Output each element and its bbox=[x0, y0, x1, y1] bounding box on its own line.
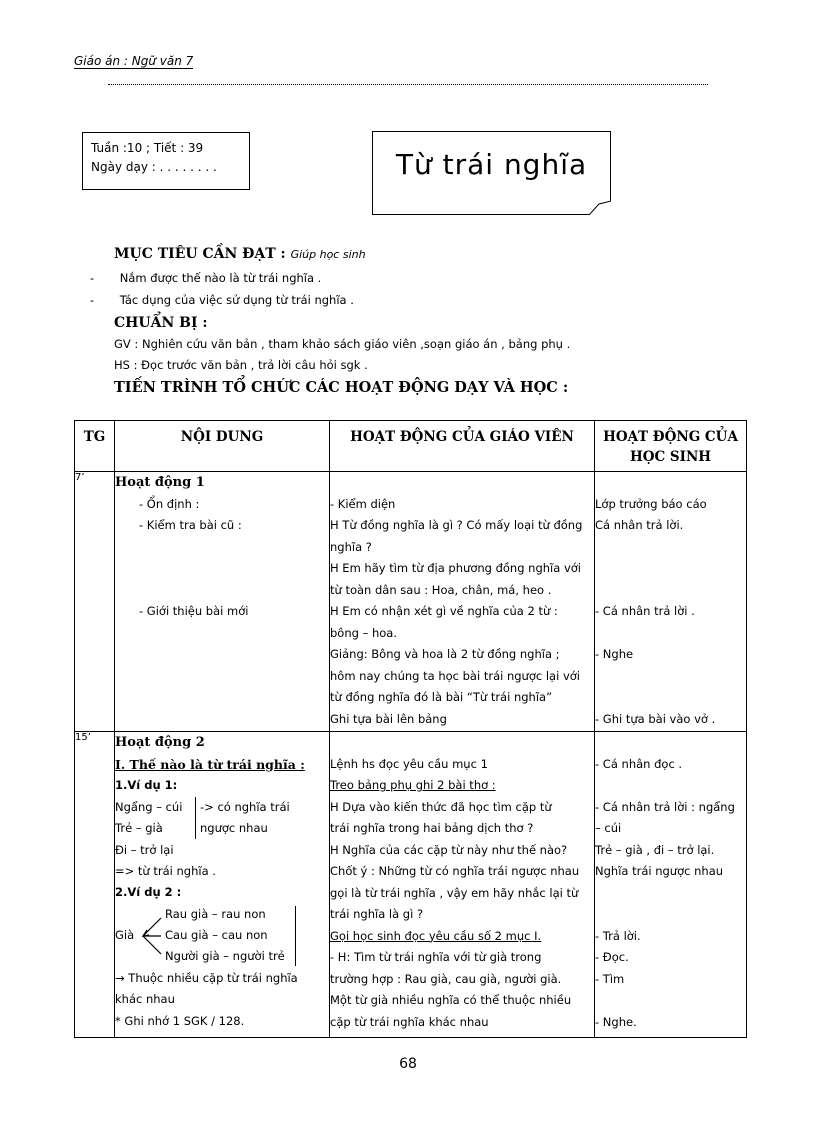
gia-pair: Người già – người trẻ bbox=[165, 948, 285, 963]
content-line: - Giới thiệu bài mới bbox=[139, 604, 249, 618]
teacher-line: - H: Tìm từ trái nghĩa với từ già trong bbox=[330, 950, 542, 964]
teacher-line: Một từ già nhiều nghĩa có thể thuộc nhiều bbox=[330, 993, 572, 1007]
student-line: Lớp trưởng báo cáo bbox=[595, 496, 707, 511]
teacher-line: trái nghĩa là gì ? bbox=[330, 907, 424, 921]
prep-teacher: GV : Nghiên cứu văn bản , tham khảo sách giáo viên ,soạn giáo án , bảng phụ . bbox=[114, 337, 571, 351]
row-time: 15’ bbox=[75, 732, 115, 1038]
row-teacher bbox=[330, 732, 595, 1038]
teacher-line: Treo bảng phụ ghi 2 bài thơ : bbox=[330, 778, 496, 792]
student-line: Trẻ – già , đi – trở lại. bbox=[595, 842, 715, 857]
conclusion-1: => từ trái nghĩa . bbox=[115, 863, 216, 878]
prep-heading: CHUẨN BỊ : bbox=[114, 315, 208, 331]
content-line: - Ổn định : bbox=[139, 496, 200, 511]
example-2-label: 2.Ví dụ 2 : bbox=[115, 885, 182, 899]
teacher-line: - Kiểm diện bbox=[330, 496, 396, 511]
student-line: - Trả lời. bbox=[595, 928, 641, 943]
teaching-date: Ngày dạy : . . . . . . . . bbox=[91, 160, 217, 174]
objectives-heading bbox=[114, 246, 366, 262]
col-header-student: HOẠT ĐỘNG CỦA HỌC SINH bbox=[595, 421, 747, 472]
teacher-line: H Em hãy tìm từ địa phương đồng nghĩa với bbox=[330, 561, 581, 575]
activity-title: Hoạt động 1 bbox=[115, 475, 205, 490]
pair: Ngẩng – cúi bbox=[115, 799, 183, 814]
col-header-teacher: HOẠT ĐỘNG CỦA GIÁO VIÊN bbox=[330, 421, 595, 472]
teacher-line: nghĩa ? bbox=[330, 539, 372, 554]
teacher-line: hôm nay chúng ta học bài trái ngược lại với bbox=[330, 668, 580, 683]
teacher-line: Chốt ý : Những từ có nghĩa trái ngược nhau bbox=[330, 864, 580, 878]
lesson-title: Từ trái nghĩa bbox=[395, 148, 588, 181]
page-curl-icon bbox=[589, 201, 611, 215]
row-time: 7’ bbox=[75, 472, 115, 732]
student-line: - Ghi tựa bài vào vở . bbox=[595, 711, 716, 726]
week-period: Tuần :10 ; Tiết : 39 bbox=[91, 141, 204, 155]
row-teacher bbox=[330, 472, 595, 732]
note-line: ngược nhau bbox=[200, 821, 268, 835]
teacher-line: Gọi học sinh đọc yêu cầu số 2 mục I. bbox=[330, 928, 542, 943]
content-line: - Kiểm tra bài cũ : bbox=[139, 518, 242, 532]
gia-diagram bbox=[115, 904, 329, 968]
note-2b: khác nhau bbox=[115, 992, 175, 1006]
teacher-line: từ đồng nghĩa đó là bài “Từ trái nghĩa” bbox=[330, 690, 553, 704]
teacher-line: trường hợp : Rau già, cau già, người già. bbox=[330, 971, 562, 986]
lesson-title-box bbox=[372, 131, 611, 215]
table-header-row bbox=[75, 421, 747, 472]
pair: Đi – trở lại bbox=[115, 842, 174, 857]
col-header-content: NỘI DUNG bbox=[115, 421, 330, 472]
objectives-title: MỤC TIÊU CẦN ĐẠT : bbox=[114, 246, 286, 262]
note-line: -> có nghĩa trái bbox=[200, 799, 290, 814]
row-student bbox=[595, 732, 747, 1038]
student-line: Cá nhân trả lời. bbox=[595, 518, 684, 532]
teacher-line: bông – hoa. bbox=[330, 625, 398, 640]
teacher-line: gọi là từ trái nghĩa , vậy em hãy nhắc lại từ bbox=[330, 885, 579, 900]
activity-title: Hoạt động 2 bbox=[115, 735, 205, 750]
branch-arrows-icon bbox=[141, 914, 163, 958]
teacher-line: từ toàn dân sau : Hoa, chân, má, heo . bbox=[330, 582, 552, 597]
student-line: - Nghe bbox=[595, 647, 634, 661]
student-line: - Đọc. bbox=[595, 950, 629, 964]
student-line: - Cá nhân đọc . bbox=[595, 756, 683, 771]
dotted-divider bbox=[108, 78, 708, 85]
student-line: Nghĩa trái ngược nhau bbox=[595, 864, 724, 878]
col-header-tg: TG bbox=[75, 421, 115, 472]
student-line: - Cá nhân trả lời . bbox=[595, 604, 695, 618]
ghi-nho: * Ghi nhớ 1 SGK / 128. bbox=[115, 1013, 245, 1028]
table-row bbox=[75, 732, 747, 1038]
teacher-line: H Từ đồng nghĩa là gì ? Có mấy loại từ đồng bbox=[330, 518, 583, 532]
objectives-sub: Giúp học sinh bbox=[290, 248, 366, 261]
example-1-pairs bbox=[115, 797, 329, 861]
teacher-line: cặp từ trái nghĩa khác nhau bbox=[330, 1014, 489, 1029]
section-title: I. Thế nào là từ trái nghĩa : bbox=[115, 756, 305, 772]
row-student bbox=[595, 472, 747, 732]
teacher-line: H Nghĩa của các cặp từ này như thế nào? bbox=[330, 842, 568, 857]
document-header: Giáo án : Ngữ văn 7 bbox=[74, 54, 194, 68]
teacher-line: trái nghĩa trong hai bảng dịch thơ ? bbox=[330, 821, 534, 835]
student-line: – cúi bbox=[595, 821, 622, 835]
week-info-box bbox=[82, 132, 250, 190]
row-content bbox=[115, 732, 330, 1038]
teacher-line: Lệnh hs đọc yêu cầu mục 1 bbox=[330, 756, 488, 771]
student-line: - Tìm bbox=[595, 971, 625, 986]
gia-word: Già bbox=[115, 927, 135, 942]
process-heading: TIẾN TRÌNH TỔ CHỨC CÁC HOẠT ĐỘNG DẠY VÀ HỌC : bbox=[114, 379, 569, 396]
gia-pair: Cau già – cau non bbox=[165, 927, 268, 942]
table-row bbox=[75, 472, 747, 732]
prep-student: HS : Đọc trước văn bản , trả lời câu hỏi sgk . bbox=[114, 358, 368, 372]
gia-pair: Rau già – rau non bbox=[165, 906, 266, 921]
example-1-label: 1.Ví dụ 1: bbox=[115, 778, 178, 792]
lesson-plan-table bbox=[74, 420, 747, 1038]
teacher-line: Giảng: Bông và hoa là 2 từ đồng nghĩa ; bbox=[330, 647, 560, 661]
note-2a: → Thuộc nhiều cặp từ trái nghĩa bbox=[115, 970, 298, 985]
objective-item: - Nắm được thế nào là từ trái nghĩa . bbox=[90, 271, 322, 285]
page-number: 68 bbox=[399, 1056, 417, 1072]
teacher-line: H Em có nhận xét gì về nghĩa của 2 từ : bbox=[330, 604, 558, 618]
teacher-line: H Dựa vào kiến thức đã học tìm cặp từ bbox=[330, 799, 552, 814]
teacher-line: Ghi tựa bài lên bảng bbox=[330, 711, 447, 726]
student-line: - Nghe. bbox=[595, 1014, 637, 1029]
pair: Trẻ – già bbox=[115, 821, 163, 835]
bracket-note bbox=[195, 797, 290, 839]
student-line: - Cá nhân trả lời : ngẩng bbox=[595, 799, 735, 814]
objective-item: - Tác dụng của việc sử dụng từ trái nghĩa . bbox=[90, 293, 354, 307]
bracket-line bbox=[295, 906, 296, 966]
row-content bbox=[115, 472, 330, 732]
